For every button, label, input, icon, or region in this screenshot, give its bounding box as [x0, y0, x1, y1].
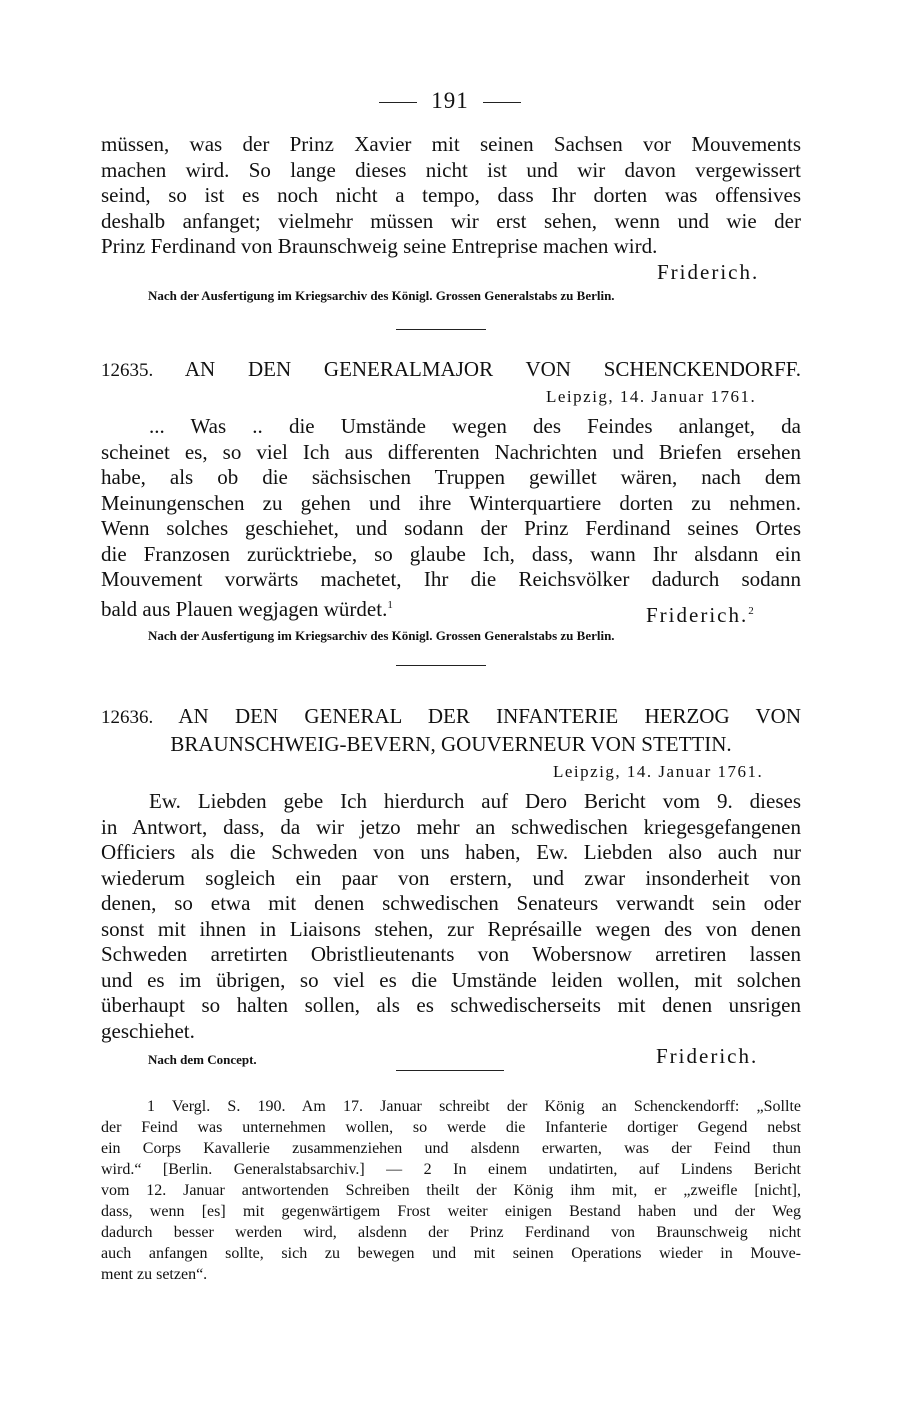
- text-line: und es im übrigen, so viel es die Umstände leiden wollen, mit solchen: [101, 967, 801, 992]
- signature: Friderich.: [657, 260, 760, 284]
- text-line: müssen, was der Prinz Xavier mit seinen Sachsen vor Mouvements: [101, 132, 801, 156]
- signature-text: Friderich.: [646, 603, 749, 627]
- footnote-marker: 1: [387, 598, 393, 611]
- text-line: sonst mit ihnen in Liaisons stehen, zur Représaille wegen des von denen: [101, 916, 801, 941]
- signature: [646, 603, 756, 628]
- letter-title: AN DEN GENERALMAJOR VON SCHENCKENDORFF.: [184, 357, 802, 381]
- text-line: die Franzosen zurücktriebe, so glaube Ich, dass, wann Ihr alsdann ein: [101, 541, 801, 566]
- footnote-line: dass, wenn [es] mit gegenwärtigem Frost weiter einigen Bestand haben und der Weg: [101, 1203, 801, 1220]
- source-note: Nach der Ausfertigung im Kriegsarchiv des Königl. Grossen Generalstabs zu Berlin.: [148, 628, 615, 643]
- text-line: geschiehet.: [101, 1018, 195, 1043]
- letter-heading-line: [101, 703, 801, 731]
- text-line: Schweden arretirten Obristlieutenants von Wobersnow arretiren lassen: [101, 942, 801, 966]
- text-line: seind, so ist es noch nicht a tempo, dass Ihr dorten was offensives: [101, 183, 801, 207]
- signature: Friderich.: [656, 1044, 759, 1068]
- letter-number: 12636.: [101, 707, 154, 728]
- letter-heading-line: [101, 356, 801, 384]
- letter-body: [101, 414, 801, 621]
- page-number-right-dash: [483, 102, 521, 103]
- text-line: in Antwort, dass, da wir jetzo mehr an schwedischen kriegesgefangenen: [101, 814, 801, 839]
- footnotes: [101, 1096, 801, 1285]
- footnote-line: dadurch besser werden wird, alsdenn der Prinz Ferdinand von Braunschweig nicht: [101, 1224, 801, 1241]
- letter-heading: [101, 703, 801, 758]
- text-line: Mouvement vorwärts machetet, Ihr die Reichsvölker dadurch sodann: [101, 567, 801, 591]
- footnote-line: vom 12. Januar antwortenden Schreiben theilt der König ihm mit, er „zweifle [nicht],: [101, 1182, 801, 1199]
- text-line: [101, 593, 561, 619]
- text-line: denen, so etwa mit denen schwedischen Senateurs verwandt sein oder: [101, 891, 801, 915]
- footnote-line: ment zu setzen“.: [101, 1266, 208, 1283]
- text-line: Wenn solches geschiehet, und sodann der Prinz Ferdinand seines Ortes: [101, 516, 801, 540]
- footnote-line: ein Corps Kavallerie zusammenziehen und alsdenn erwarten, was der Feind thun: [101, 1140, 801, 1157]
- page-number-text: 191: [431, 88, 469, 113]
- page-number-left-dash: [379, 102, 417, 103]
- letter-number: 12635.: [101, 360, 154, 381]
- text-line: wiederum sogleich ein paar von erstern, und zwar insonderheit von: [101, 865, 801, 890]
- page-number: [0, 88, 900, 114]
- text-line: Prinz Ferdinand von Braunschweig seine Entreprise machen wird.: [101, 234, 658, 258]
- letter-body: [101, 789, 801, 1044]
- place-date: Leipzig, 14. Januar 1761.: [553, 762, 764, 781]
- text-line: deshalb anfanget; vielmehr müssen wir erst sehen, wenn und wie der: [101, 208, 801, 233]
- text-line: scheinet es, so viel Ich aus differenten Nachrichten und Briefen ersehen: [101, 439, 801, 464]
- letter-title: AN DEN GENERAL DER INFANTERIE HERZOG VON: [178, 704, 801, 728]
- place-date: Leipzig, 14. Januar 1761.: [546, 387, 757, 406]
- footnote-line: 1 Vergl. S. 190. Am 17. Januar schreibt der König an Schenckendorff: „Sollte: [147, 1098, 801, 1115]
- footnote-marker: 2: [748, 605, 756, 617]
- letter-heading-line: BRAUNSCHWEIG-BEVERN, GOUVERNEUR VON STETTIN.: [170, 732, 732, 756]
- text-line: Meinungenschen zu gehen und ihre Winterquartiere dorten zu nehmen.: [101, 490, 801, 515]
- text-line: Officiers als die Schweden von uns haben, Ew. Liebden also auch nur: [101, 840, 801, 864]
- footnote-line: der Feind was unternehmen wollen, so werde die Infanterie dortiger Gegend nebst: [101, 1119, 801, 1136]
- section-divider: [396, 329, 486, 330]
- text-line: machen wird. So lange dieses nicht ist und wir davon vergewissert: [101, 157, 801, 182]
- text-line: habe, als ob die sächsischen Truppen gewillet wären, nach dem: [101, 465, 801, 489]
- source-note: Nach dem Concept.: [148, 1052, 257, 1067]
- section-divider: [396, 665, 486, 666]
- footnote-divider: [396, 1070, 504, 1071]
- text-line: ... Was .. die Umstände wegen des Feindes anlanget, da: [149, 414, 801, 438]
- letter-heading: [101, 356, 801, 384]
- text-line: überhaupt so halten sollen, als es schwedischerseits mit denen unsrigen: [101, 993, 801, 1017]
- footnote-line: wird.“ [Berlin. Generalstabsarchiv.] — 2 In einem undatirten, auf Lindens Bericht: [101, 1161, 801, 1178]
- source-note: Nach der Ausfertigung im Kriegsarchiv des Königl. Grossen Generalstabs zu Berlin.: [148, 288, 615, 303]
- footnote-line: auch anfangen sollte, sich zu bewegen und mit seinen Operations wieder in Mouve-: [101, 1245, 801, 1262]
- text-line-content: bald aus Plauen wegjagen würdet.: [101, 596, 388, 621]
- continuation-text: [101, 132, 801, 260]
- text-line: Ew. Liebden gebe Ich hierdurch auf Dero Bericht vom 9. dieses: [149, 789, 801, 813]
